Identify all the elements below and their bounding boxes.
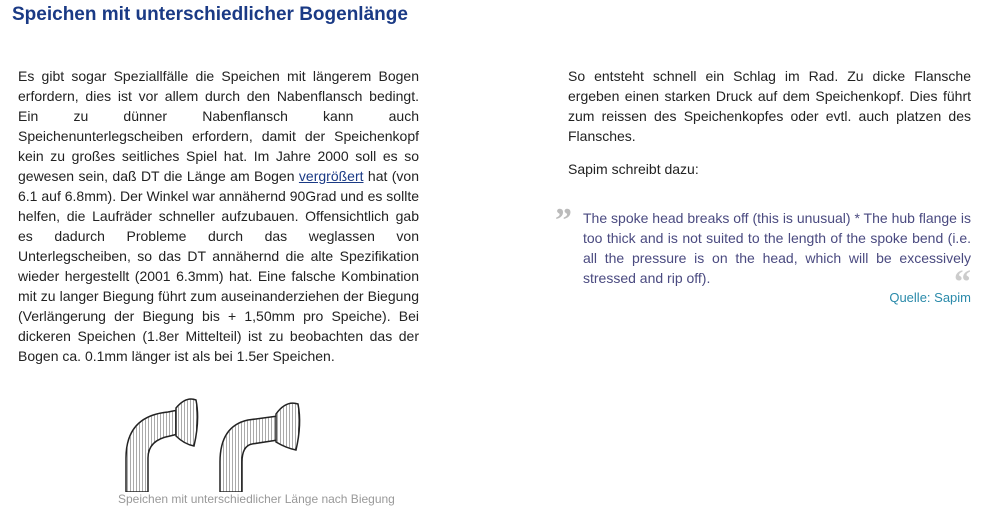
spoke-long-bend (220, 403, 300, 492)
right-column (568, 66, 971, 192)
blockquote (555, 202, 971, 305)
paragraph: So entsteht schnell ein Schlag im Rad. Zu dicke Flansche ergeben einen starken Druck auf dem Speichenkopf. Dies führt zum reissen des Speichenkopfes oder evtl. auch platzen des Flansches. (568, 68, 971, 144)
quote-source: Quelle: Sapim (889, 290, 971, 305)
paragraph: Es gibt sogar Speziallfälle die Speichen mit längerem Bogen erfordern, dies ist vor allem durch den Nabenflansch bedingt. Ein zu dünner Nabenflansch kann auch Speichenunterlegscheiben erfordern, damit der Speichenkopf kein zu großes seitliches Spiel hat. Im Jahre 2000 soll es so gewesen sein, daß DT die Länge am Bogen vergrößert hat (von 6.1 auf 6.8mm). Der Winkel war annähernd 90Grad und es sollte helfen, die Laufräder schneller aufzubauen. Offensichtlich gab es dadurch Probleme durch das weglassen von Unterlegscheiben, so das DT annähernd die alte Spezifikation wieder hergestellt (2001 6.3mm) hat. Eine falsche Kombination mit zu langer Biegung führt zum auseinanderziehen der Biegung (Verlängerung der Biegung bis + 1,50mm pro Speiche). Bei dickeren Speichen (1.8er Mittelteil) ist zu beobachten das der Bogen ca. 0.1mm länger ist als bei 1.5er Speichen. (18, 68, 420, 364)
quote-text: The spoke head breaks off (this is unusual) * The hub flange is too thick and is not suited to the length of the spoke bend (i.e. all the pressure is on the head, which will be excessively stressed and rip off). (583, 210, 971, 286)
spoke-bend-figure (118, 396, 418, 497)
left-column (18, 66, 419, 379)
vergroessert-link[interactable]: vergrößert (298, 168, 364, 184)
paragraph: Sapim schreibt dazu: (568, 161, 699, 177)
page-title: Speichen mit unterschiedlicher Bogenlänge (12, 4, 408, 25)
spoke-short-bend (126, 399, 198, 492)
close-quote-icon: “ (954, 264, 971, 301)
open-quote-icon: ” (555, 202, 572, 239)
figure-caption: Speichen mit unterschiedlicher Länge nach Biegung (118, 492, 395, 506)
